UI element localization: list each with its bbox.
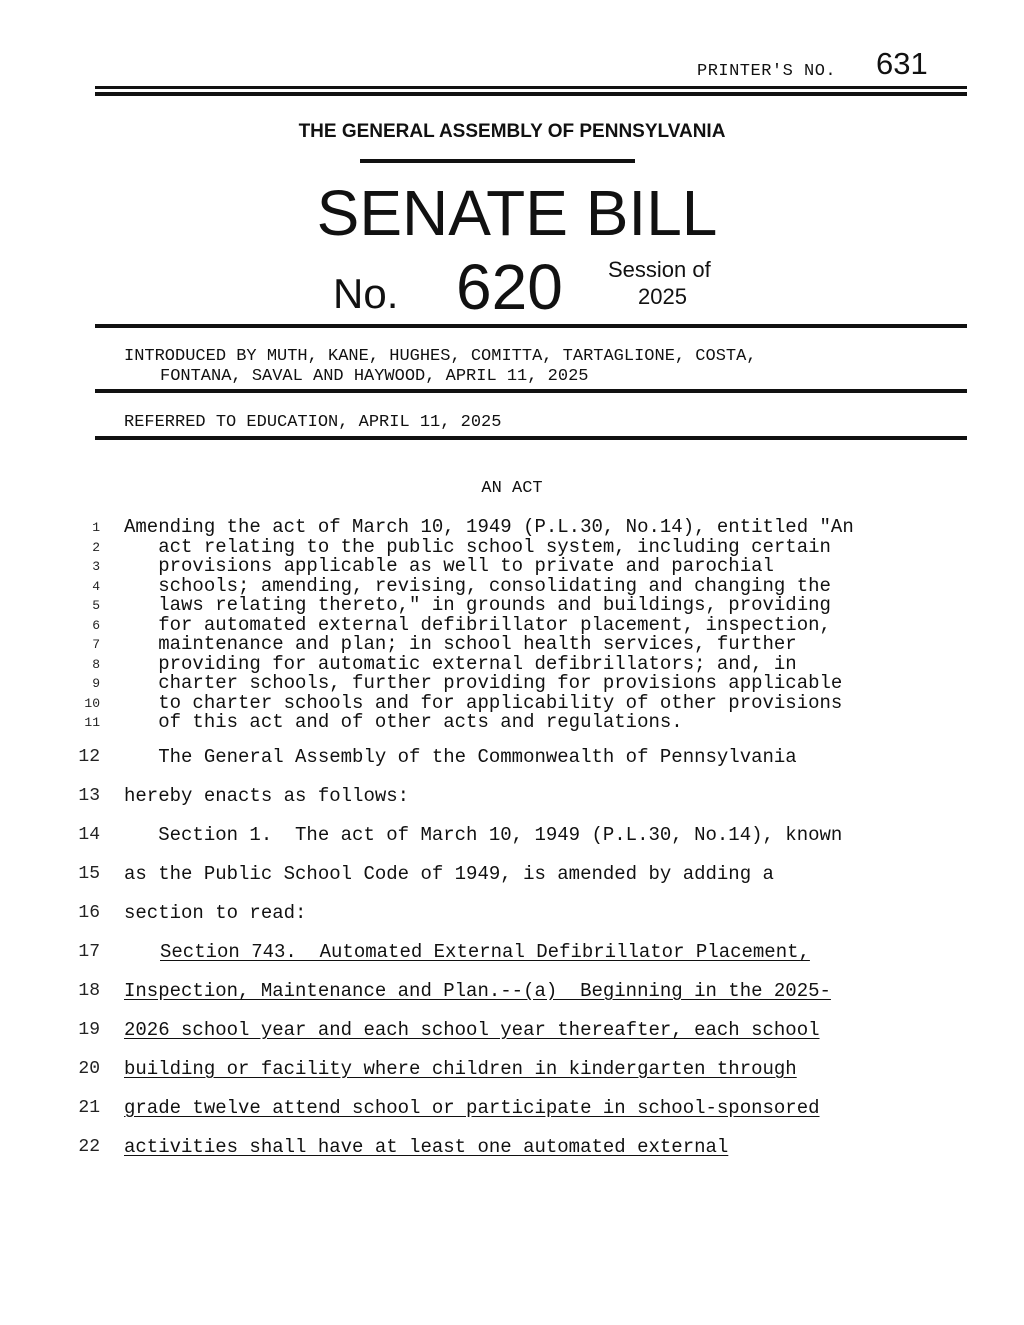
line-text: charter schools, further providing for provisions applicable [124,672,843,694]
line-number: 6 [92,618,100,633]
introduced-line-2: FONTANA, SAVAL AND HAYWOOD, APRIL 11, 2025 [160,367,589,386]
line-text: provisions applicable as well to private and parochial [124,555,774,577]
line-number: 9 [92,676,100,691]
line-text: act relating to the public school system, including certain [124,536,831,558]
line-number: 16 [78,903,100,923]
line-text: schools; amending, revising, consolidating and changing the [124,575,831,597]
line-text: laws relating thereto," in grounds and buildings, providing [124,594,831,616]
session-year: 2025 [638,284,687,309]
line-text-amended: building or facility where children in kindergarten through [124,1058,797,1080]
line-number: 13 [78,786,100,806]
introduced-line-1: INTRODUCED BY MUTH, KANE, HUGHES, COMITTA, TARTAGLIONE, COSTA, [124,347,757,366]
line-number: 2 [92,540,100,555]
line-number: 5 [92,598,100,613]
line-number: 12 [78,747,100,767]
line-text: section to read: [124,902,307,924]
line-text: Amending the act of March 10, 1949 (P.L.30, No.14), entitled "An [124,516,854,538]
line-text-amended: grade twelve attend school or participate in school-sponsored [124,1097,820,1119]
line-number: 1 [92,520,100,535]
line-text: of this act and of other acts and regulations. [124,711,683,733]
line-number: 14 [78,825,100,845]
line-number: 8 [92,657,100,672]
header-bottom-rule [95,324,967,328]
line-text-amended: Section 743. Automated External Defibrillator Placement, [160,941,810,963]
line-number: 7 [92,637,100,652]
session-label: Session of [608,257,711,282]
line-text: The General Assembly of the Commonwealth of Pennsylvania [124,746,797,768]
line-number: 10 [84,696,100,711]
bill-number: 620 [456,251,563,323]
printer-number: 631 [876,46,928,81]
line-text-amended: Inspection, Maintenance and Plan.--(a) Beginning in the 2025- [124,980,831,1002]
line-number: 11 [84,715,100,730]
referred-rule [95,436,967,440]
line-text: to charter schools and for applicability of other provisions [124,692,843,714]
bill-type: SENATE BILL [316,177,718,249]
top-rule-thick [95,92,967,96]
line-number: 15 [78,864,100,884]
introduced-rule [95,389,967,393]
line-text-amended: 2026 school year and each school year thereafter, each school [124,1019,820,1041]
line-text: for automated external defibrillator placement, inspection, [124,614,831,636]
line-number: 18 [78,981,100,1001]
line-text: hereby enacts as follows: [124,785,410,807]
printer-number-label: PRINTER'S NO. [697,62,837,81]
line-text: maintenance and plan; in school health services, further [124,633,797,655]
line-text-amended: activities shall have at least one automated external [124,1136,729,1158]
line-number: 17 [78,942,100,962]
top-rule [95,86,967,89]
line-number: 21 [78,1098,100,1118]
line-text: as the Public School Code of 1949, is amended by adding a [124,863,774,885]
act-heading: AN ACT [481,479,543,498]
line-text: Section 1. The act of March 10, 1949 (P.L.30, No.14), known [124,824,843,846]
line-text: providing for automatic external defibrillators; and, in [124,653,797,675]
line-number: 22 [78,1137,100,1157]
assembly-underline [360,159,635,163]
assembly-title: THE GENERAL ASSEMBLY OF PENNSYLVANIA [298,121,726,142]
referred-line: REFERRED TO EDUCATION, APRIL 11, 2025 [124,413,502,432]
bill-number-label: No. [333,270,399,317]
line-number: 19 [78,1020,100,1040]
line-number: 3 [92,559,100,574]
line-number: 20 [78,1059,100,1079]
line-number: 4 [92,579,100,594]
